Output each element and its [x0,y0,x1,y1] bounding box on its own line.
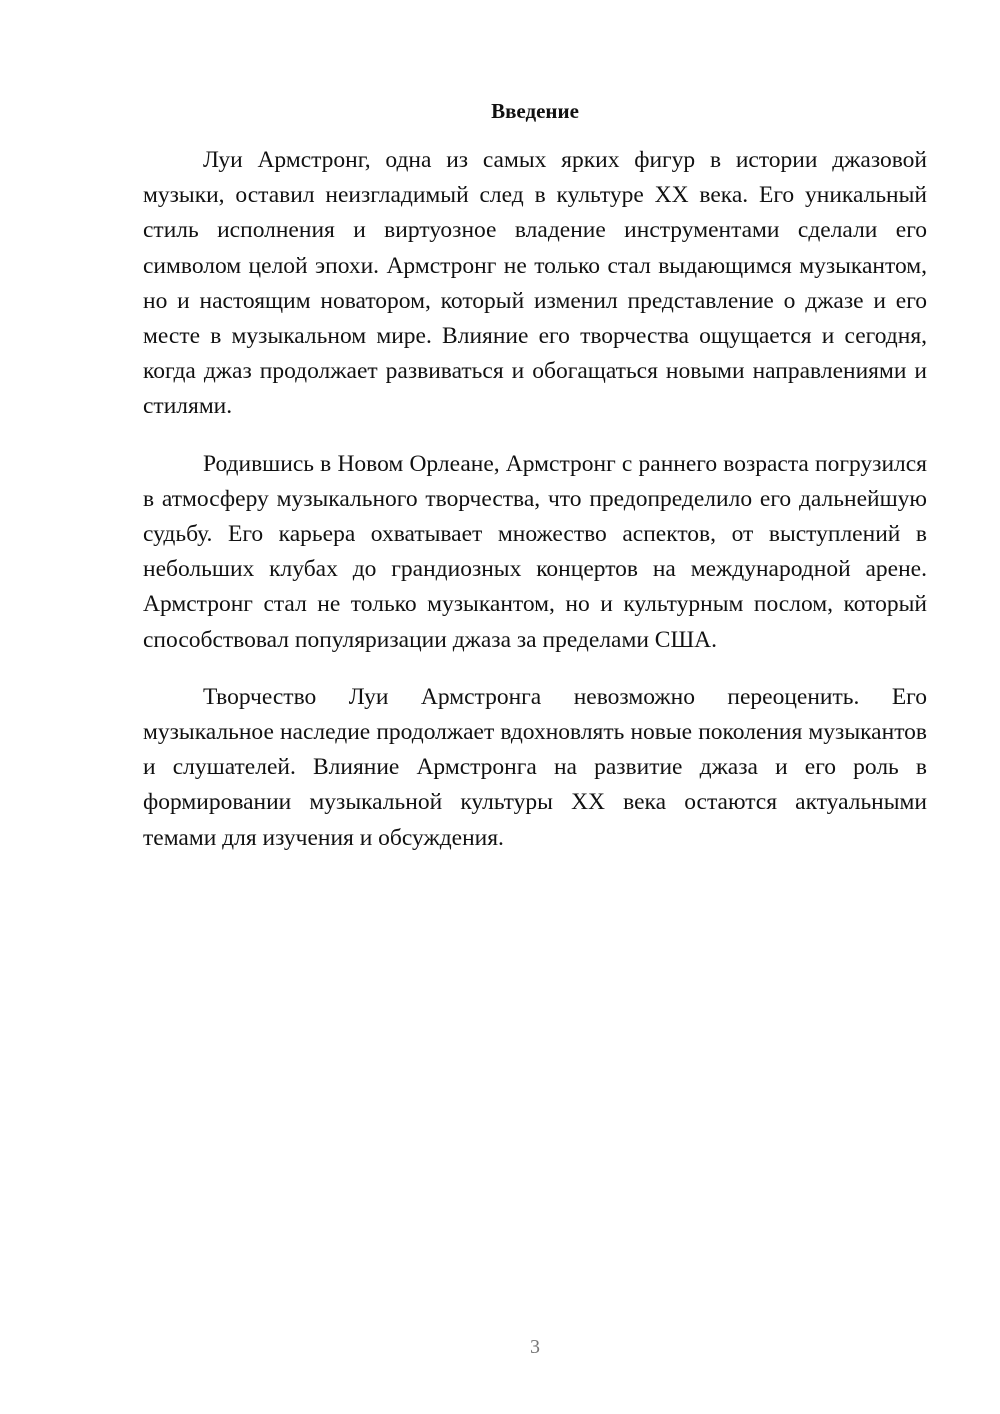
paragraph-1: Луи Армстронг, одна из самых ярких фигур в истории джазовой музыки, оставил неизгладимый след в культуре XX века. Его уникальный стиль исполнения и виртуозное владение инструментами сделали его символом целой эпохи. Армстронг не только стал выдающимся музыкантом, но и настоящим новатором, который изменил представление о джазе и его месте в музыкальном мире. Влияние его творчества ощущается и сегодня, когда джаз продолжает развиваться и обогащаться новыми направлениями и стилями. [143,147,927,420]
body-text [143,143,927,878]
page-number: 3 [530,1336,540,1358]
paragraph-3: Творчество Луи Армстронга невозможно переоценить. Его музыкальное наследие продолжает вдохновлять новые поколения музыкантов и слушателей. Влияние Армстронга на развитие джаза и его роль в формировании музыкальной культуры XX века остаются актуальными темами для изучения и обсуждения. [143,683,927,851]
paragraph-2: Родившись в Новом Орлеане, Армстронг с раннего возраста погрузился в атмосферу музыкального творчества, что предопределило его дальнейшую судьбу. Его карьера охватывает множество аспектов, от выступлений в небольших клубах до грандиозных концертов на международной арене. Армстронг стал не только музыкантом, но и культурным послом, который способствовал популяризации джаза за пределами США. [143,450,927,653]
section-title: Введение [491,99,579,123]
